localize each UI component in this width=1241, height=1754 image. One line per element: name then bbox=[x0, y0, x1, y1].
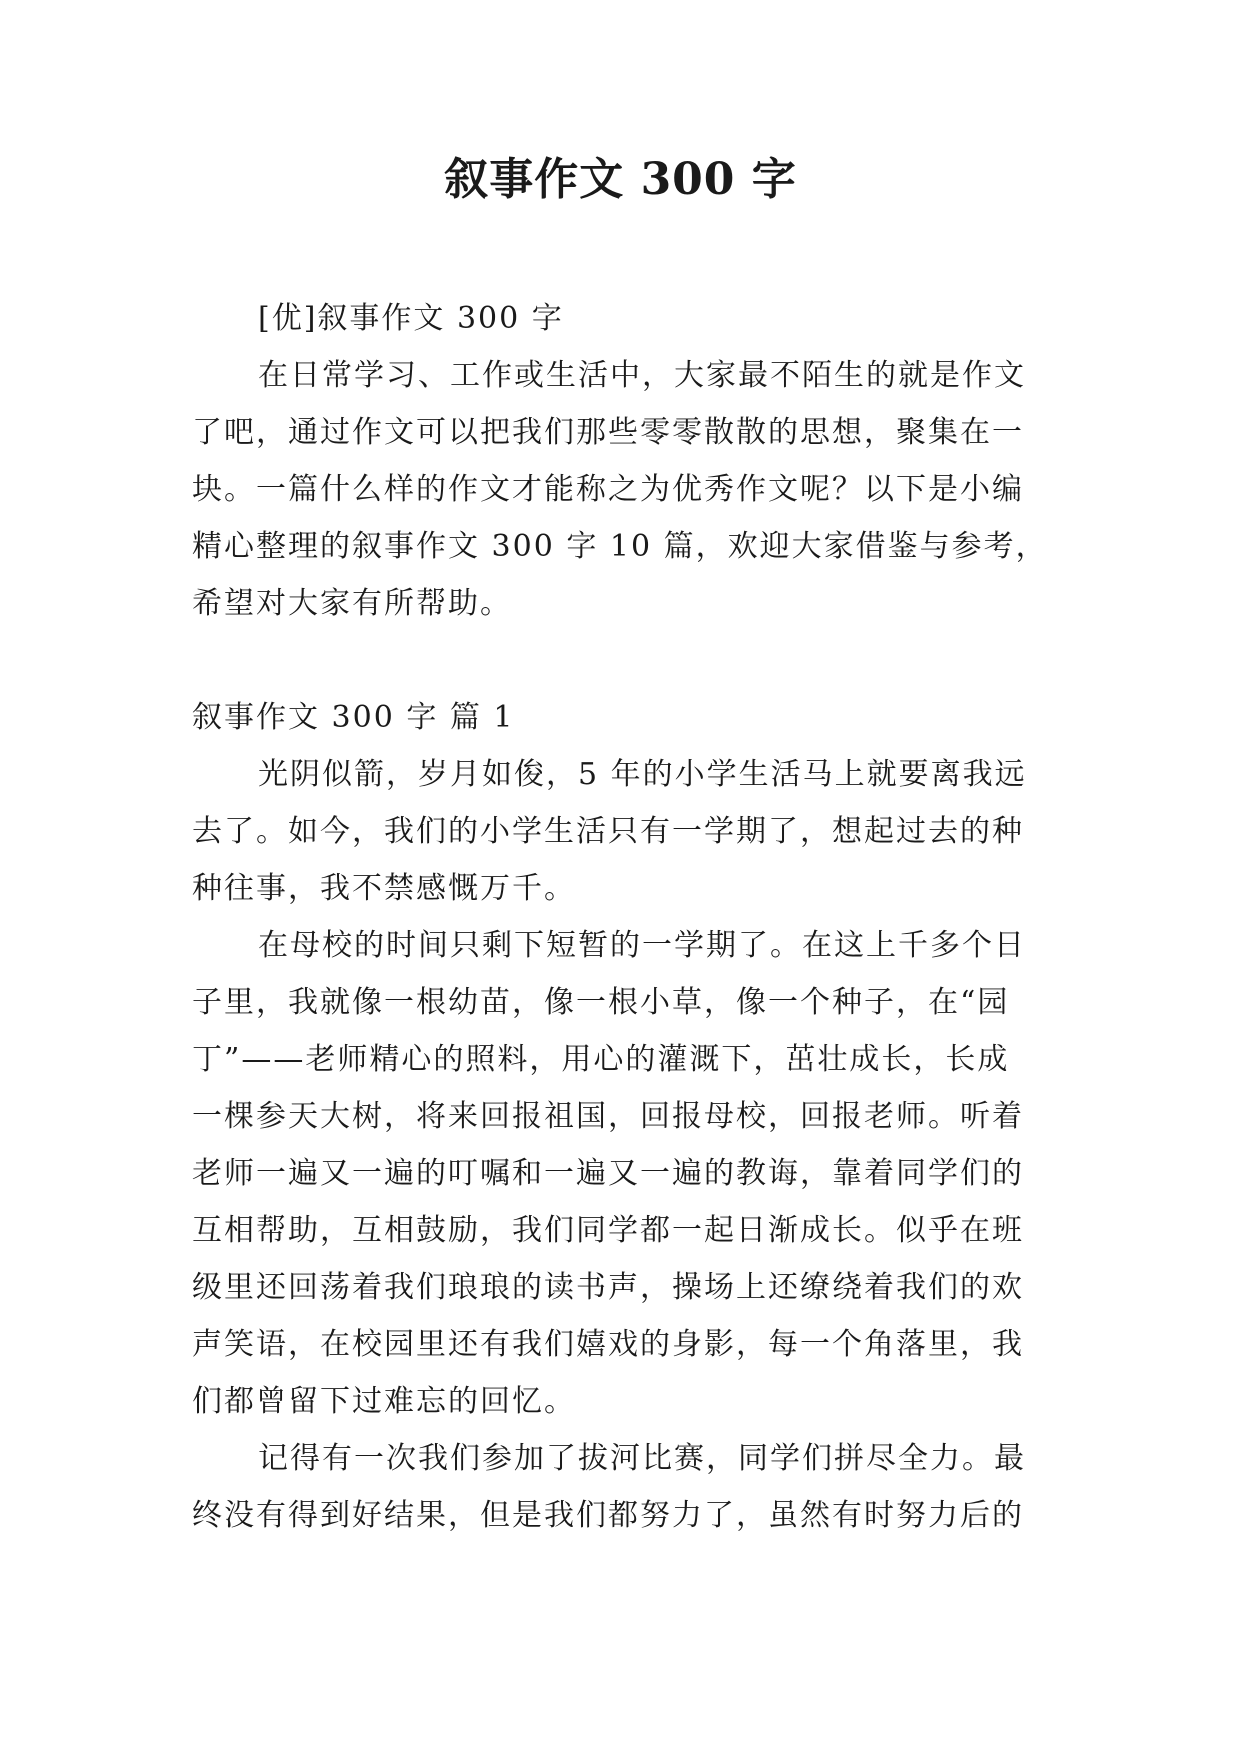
paragraph-line: 声笑语，在校园里还有我们嬉戏的身影，每一个角落里，我 bbox=[192, 1327, 1024, 1362]
section-heading: 叙事作文 300 字 篇 1 bbox=[192, 700, 515, 735]
paragraph-line: 记得有一次我们参加了拔河比赛，同学们拼尽全力。最 bbox=[258, 1441, 1026, 1476]
paragraph-line: 互相帮助，互相鼓励，我们同学都一起日渐成长。似乎在班 bbox=[192, 1213, 1024, 1248]
document-title: 叙事作文 300 字 bbox=[444, 154, 797, 205]
paragraph-line: 级里还回荡着我们琅琅的读书声，操场上还缭绕着我们的欢 bbox=[192, 1270, 1024, 1305]
paragraph-line: 去了。如今，我们的小学生活只有一学期了，想起过去的种 bbox=[192, 814, 1024, 849]
paragraph-line: 子里，我就像一根幼苗，像一根小草，像一个种子，在“园 bbox=[192, 985, 1010, 1020]
paragraph-3 bbox=[192, 1430, 1062, 1544]
intro-line: 块。一篇什么样的作文才能称之为优秀作文呢？以下是小编 bbox=[192, 472, 1024, 507]
paragraph-line: 丁”——老师精心的照料，用心的灌溉下，茁壮成长，长成 bbox=[192, 1042, 1010, 1077]
paragraph-line: 终没有得到好结果，但是我们都努力了，虽然有时努力后的 bbox=[192, 1498, 1024, 1533]
paragraph-line: 们都曾留下过难忘的回忆。 bbox=[192, 1384, 576, 1419]
intro-line: 精心整理的叙事作文 300 字 10 篇，欢迎大家借鉴与参考， bbox=[192, 529, 1048, 564]
document-subtitle: [优]叙事作文 300 字 bbox=[258, 301, 564, 336]
paragraph-line: 光阴似箭，岁月如俊，5 年的小学生活马上就要离我远 bbox=[258, 757, 1027, 792]
document-body bbox=[192, 290, 1062, 1544]
paragraph-1 bbox=[192, 746, 1062, 917]
paragraph-line: 在母校的时间只剩下短暂的一学期了。在这上千多个日 bbox=[258, 928, 1026, 963]
paragraph-line: 一棵参天大树，将来回报祖国，回报母校，回报老师。听着 bbox=[192, 1099, 1024, 1134]
intro-line: 希望对大家有所帮助。 bbox=[192, 586, 512, 621]
blank-line bbox=[192, 632, 1062, 689]
paragraph-line: 种往事，我不禁感慨万千。 bbox=[192, 871, 576, 906]
paragraph-2 bbox=[192, 917, 1062, 1430]
intro-line: 了吧，通过作文可以把我们那些零零散散的思想，聚集在一 bbox=[192, 415, 1024, 450]
intro-line: 在日常学习、工作或生活中，大家最不陌生的就是作文 bbox=[258, 358, 1026, 393]
paragraph-line: 老师一遍又一遍的叮嘱和一遍又一遍的教诲，靠着同学们的 bbox=[192, 1156, 1024, 1191]
intro-paragraph bbox=[192, 347, 1062, 632]
